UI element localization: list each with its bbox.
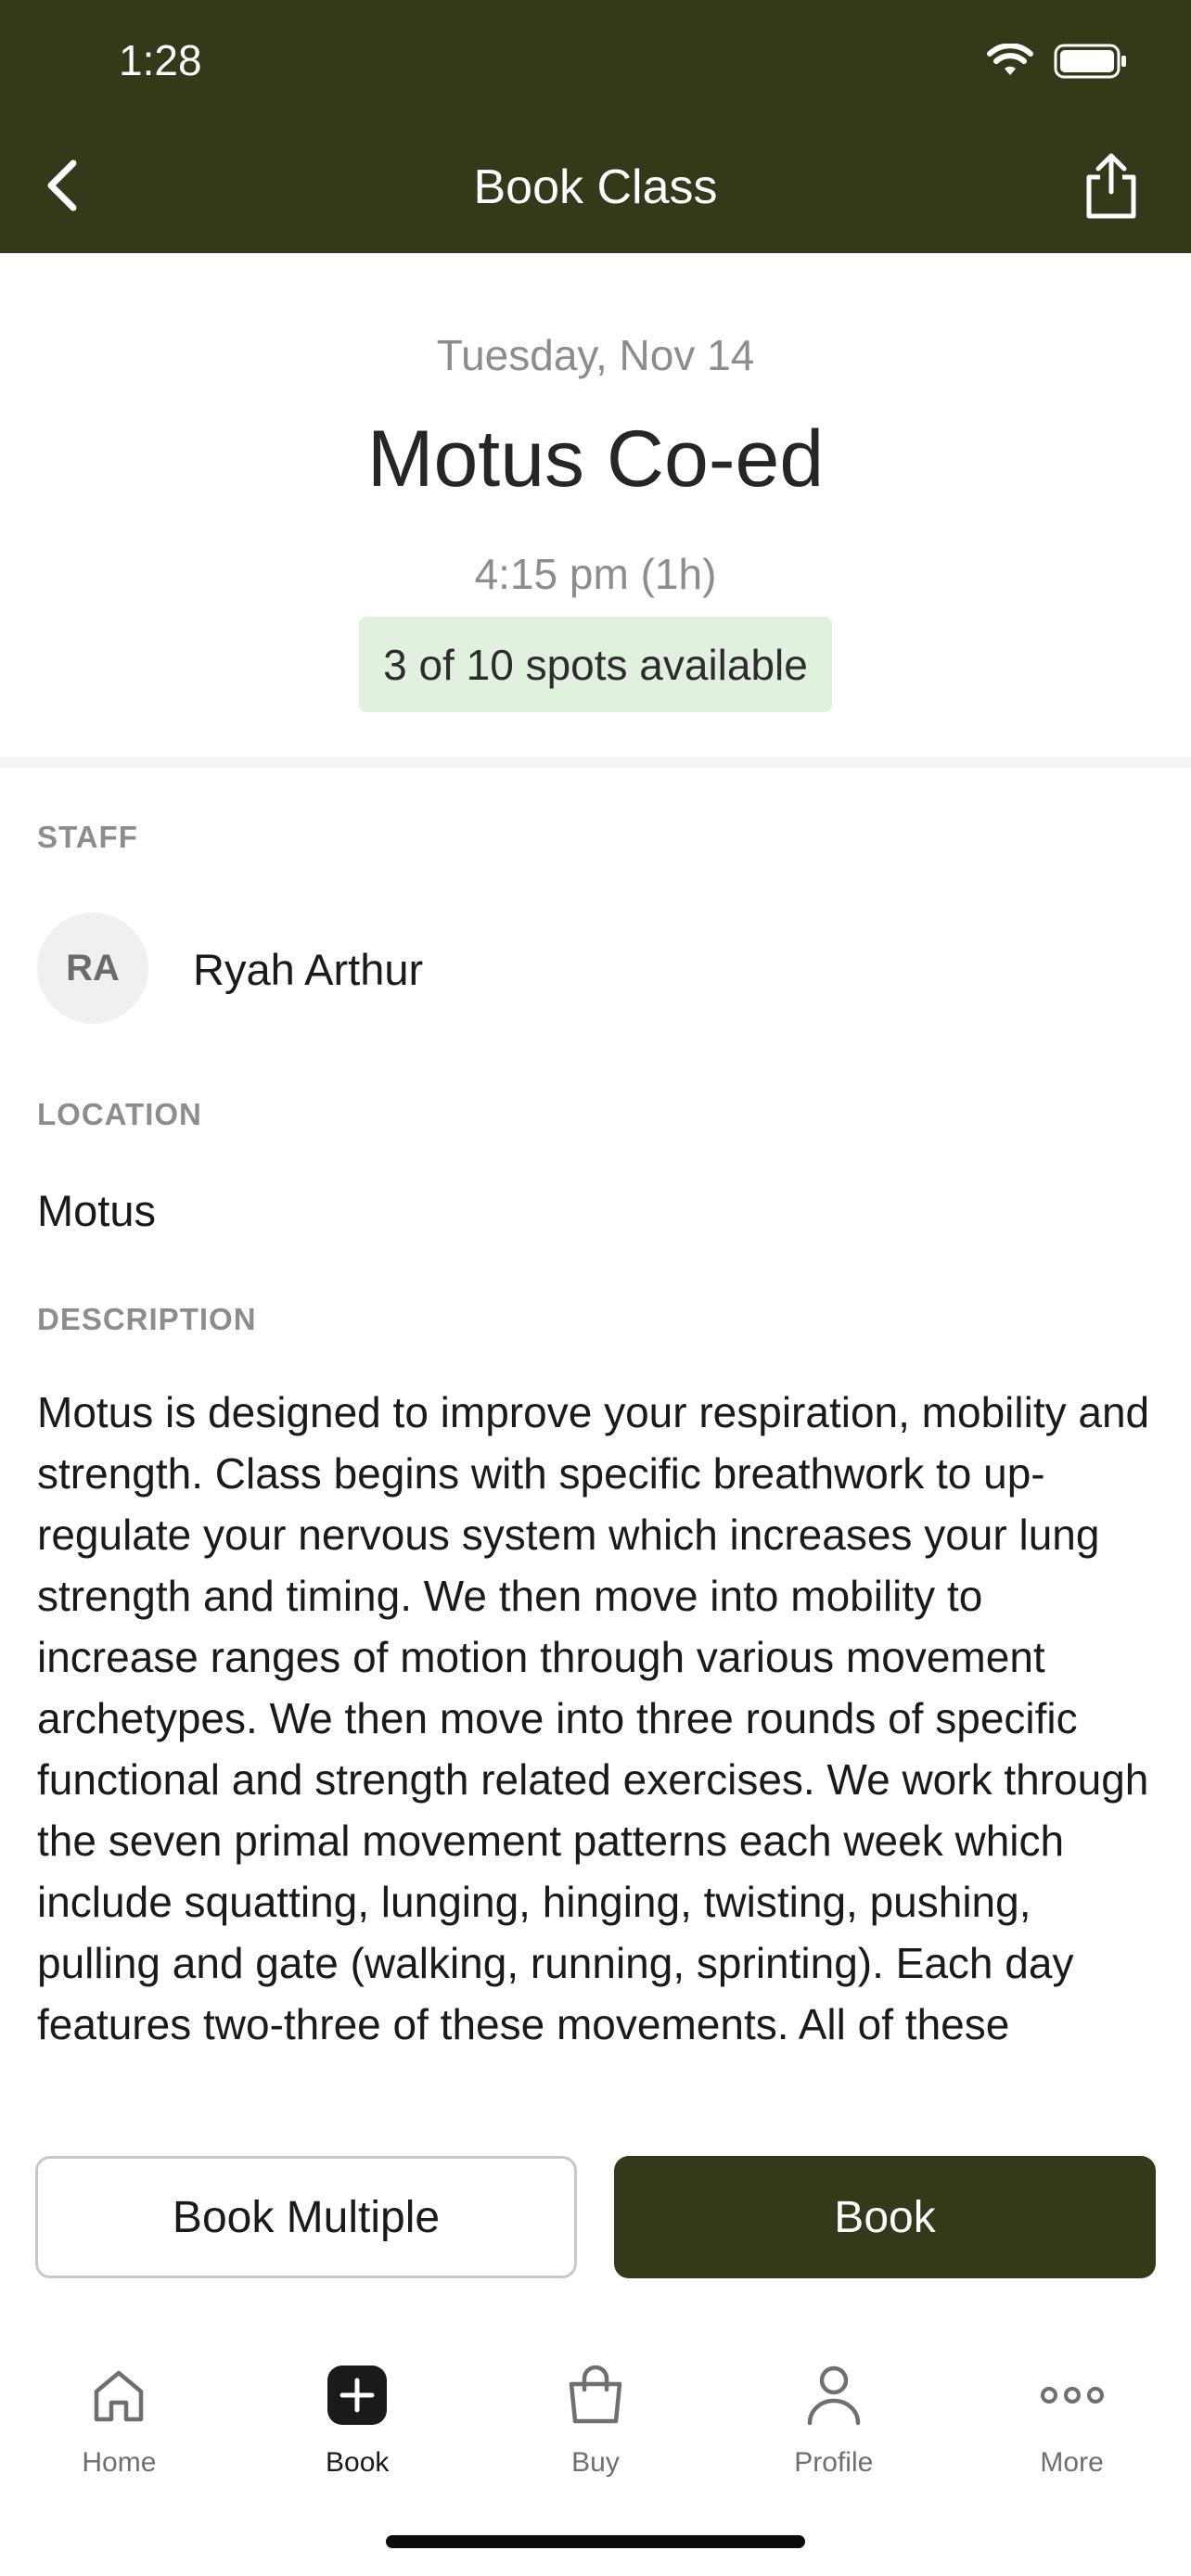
home-indicator[interactable]: [386, 2535, 805, 2548]
top-header: [0, 0, 1191, 253]
bottom-tab-bar: [0, 2323, 1191, 2508]
staff-avatar[interactable]: RA: [37, 912, 148, 1024]
status-icons: [987, 43, 1128, 80]
class-title: Motus Co-ed: [366, 414, 825, 504]
wifi-icon: [987, 44, 1033, 79]
staff-section-label: STAFF: [37, 820, 138, 854]
class-time: 4:15 pm (1h): [474, 550, 717, 598]
section-divider: [0, 757, 1191, 768]
tab-book-label: Book: [326, 2447, 390, 2478]
status-time: 1:28: [119, 36, 202, 84]
page-title: Book Class: [473, 160, 718, 214]
location-value: Motus: [37, 1186, 156, 1235]
description-text: Motus is designed to improve your respiration, mobility and strength. Class begins with specific breathwork to up-regulate your nervous system which increases your lung strength and timing. We then move into mobility to increase ranges of motion through various movement archetypes. We then move into three rounds of specific functional and strength related exercises. We work through the seven primal movement patterns each week which include squatting, lunging, hinging, twisting, pushing, pulling and gate (walking, running, sprinting). Each day features two-three of these movements. All of these: [37, 1388, 1150, 2048]
book-multiple-button[interactable]: Book Multiple: [35, 2156, 577, 2278]
tab-more-label: More: [1040, 2447, 1104, 2478]
share-button[interactable]: [1074, 148, 1148, 223]
tab-profile[interactable]: [714, 2323, 953, 2508]
plus-square-icon: [326, 2364, 389, 2427]
person-icon: [804, 2364, 864, 2427]
home-icon: [89, 2366, 148, 2425]
tab-home-label: Home: [82, 2447, 157, 2478]
location-section-label: LOCATION: [37, 1097, 202, 1131]
class-date: Tuesday, Nov 14: [436, 331, 755, 379]
staff-name[interactable]: Ryah Arthur: [193, 945, 424, 994]
description-scroll-area[interactable]: [37, 1382, 1150, 2098]
tab-buy[interactable]: [477, 2323, 715, 2508]
spots-available-badge: 3 of 10 spots available: [359, 617, 832, 712]
more-dots-icon: [1040, 2384, 1105, 2406]
tab-more[interactable]: [953, 2323, 1191, 2508]
book-button[interactable]: Book: [614, 2156, 1156, 2278]
tab-buy-label: Buy: [571, 2447, 620, 2478]
tab-profile-label: Profile: [794, 2447, 874, 2478]
shopping-bag-icon: [566, 2364, 625, 2427]
tab-book[interactable]: [238, 2323, 477, 2508]
description-section-label: DESCRIPTION: [37, 1302, 257, 1336]
battery-icon: [1054, 43, 1128, 80]
tab-home[interactable]: [0, 2323, 238, 2508]
share-icon: [1082, 151, 1141, 220]
